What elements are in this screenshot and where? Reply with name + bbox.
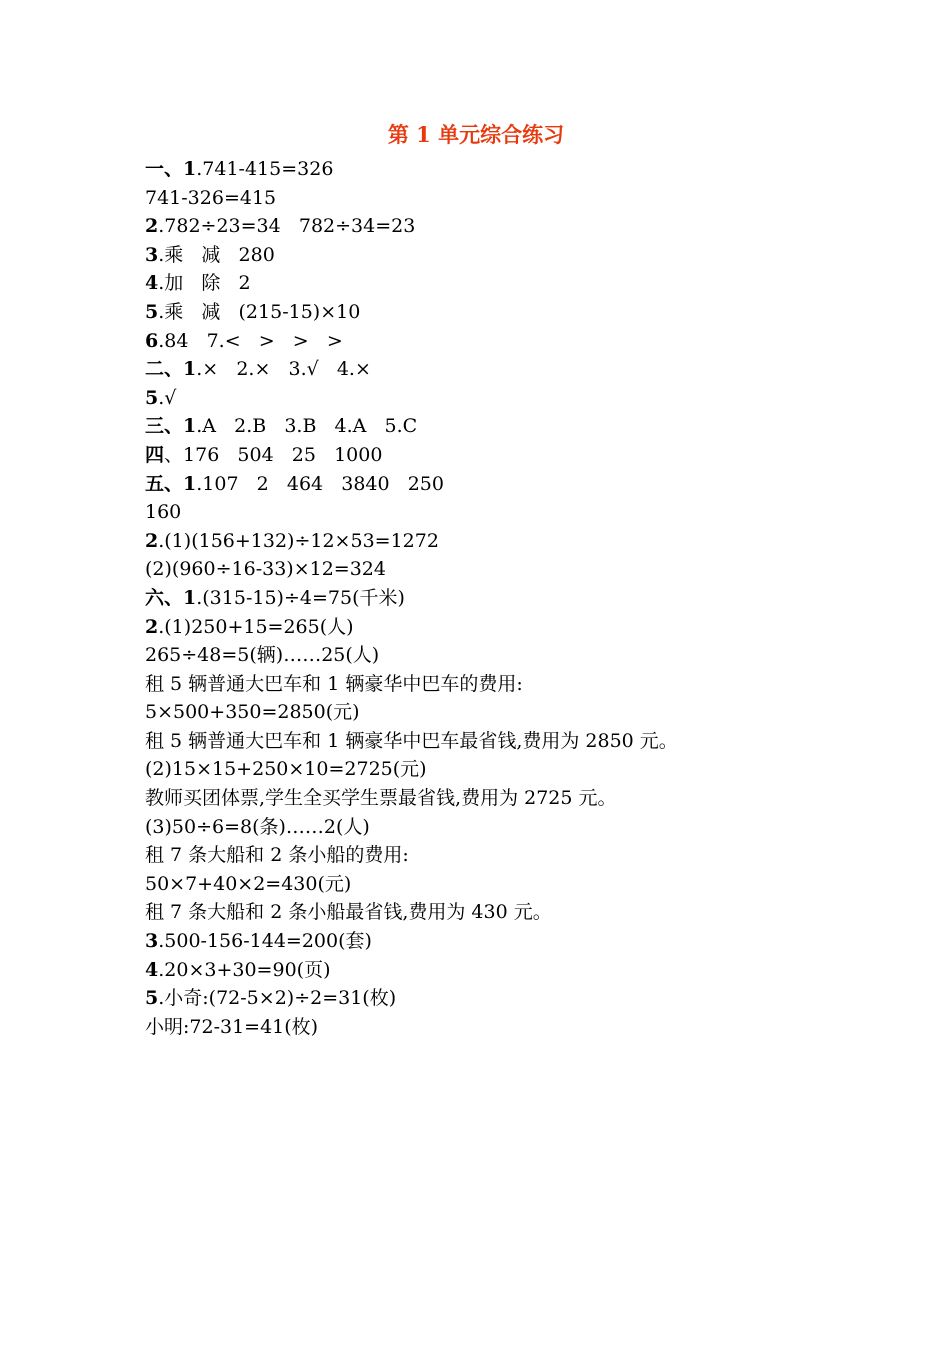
answer-line <box>145 727 925 756</box>
answer-line-number: 二、1 <box>145 358 197 381</box>
answer-line <box>145 327 925 356</box>
answer-line-text: .小奇:(72-5×2)÷2=31(枚) <box>158 987 397 1010</box>
answer-line <box>145 527 925 556</box>
answer-line <box>145 927 925 956</box>
answer-line-text: .A 2.B 3.B 4.A 5.C <box>196 415 418 438</box>
answer-line-text: .(1)250+15=265(人) <box>158 615 354 638</box>
answer-line-text: .乘 减 280 <box>158 243 275 266</box>
answer-line-text: 、176 504 25 1000 <box>164 443 383 466</box>
answer-line-text: 租 7 条大船和 2 条小船最省钱,费用为 430 元。 <box>145 901 552 924</box>
answer-line-text: .√ <box>158 386 177 409</box>
answer-line <box>145 613 925 642</box>
answer-line-text: .(1)(156+132)÷12×53=1272 <box>158 529 439 552</box>
answer-line <box>145 155 925 184</box>
answer-line-number: 5 <box>145 987 159 1010</box>
answer-line-number: 2 <box>145 529 159 552</box>
answer-line-number: 2 <box>145 215 159 238</box>
answer-line-text: 265÷48=5(辆)……25(人) <box>145 644 380 667</box>
answer-line <box>145 670 925 699</box>
answer-line-text: 50×7+40×2=430(元) <box>145 872 352 895</box>
answer-line-text: 租 5 辆普通大巴车和 1 辆豪华中巴车最省钱,费用为 2850 元。 <box>145 729 678 752</box>
answer-line-number: 4 <box>145 272 159 295</box>
answer-line <box>145 784 925 813</box>
answer-line-number: 2 <box>145 615 159 638</box>
answer-line <box>145 841 925 870</box>
answer-body <box>145 155 925 1041</box>
answer-line-text: .782÷23=34 782÷34=23 <box>158 215 416 238</box>
answer-line <box>145 212 925 241</box>
answer-line-number: 四 <box>145 443 165 466</box>
answer-line <box>145 498 925 527</box>
answer-line-text: (2)15×15+250×10=2725(元) <box>145 758 427 781</box>
answer-line <box>145 584 925 613</box>
answer-line-text: (3)50÷6=8(条)……2(人) <box>145 815 370 838</box>
answer-line-text: .107 2 464 3840 250 <box>196 472 444 495</box>
answer-line-text: 教师买团体票,学生全买学生票最省钱,费用为 2725 元。 <box>145 787 617 810</box>
answer-line-number: 3 <box>145 930 159 953</box>
answer-line <box>145 355 925 384</box>
answer-line-number: 六、1 <box>145 586 197 609</box>
answer-line <box>145 269 925 298</box>
answer-line-text: .20×3+30=90(页) <box>158 958 331 981</box>
answer-line <box>145 441 925 470</box>
answer-line-number: 五、1 <box>145 472 197 495</box>
answer-line-number: 一、1 <box>145 158 197 180</box>
answer-line <box>145 241 925 270</box>
answer-line <box>145 870 925 899</box>
answer-line <box>145 641 925 670</box>
answer-line-text: .741-415=326 <box>196 158 334 180</box>
answer-line-text: 租 7 条大船和 2 条小船的费用: <box>145 844 409 867</box>
answer-line <box>145 184 925 213</box>
answer-line-text: .× 2.× 3.√ 4.× <box>196 358 371 381</box>
answer-line <box>145 813 925 842</box>
answer-line <box>145 698 925 727</box>
answer-line <box>145 470 925 499</box>
answer-line-text: .(315-15)÷4=75(千米) <box>196 586 405 609</box>
answer-line-text: 5×500+350=2850(元) <box>145 701 360 724</box>
answer-line-number: 5 <box>145 386 159 409</box>
answer-line-text: 租 5 辆普通大巴车和 1 辆豪华中巴车的费用: <box>145 672 523 695</box>
answer-line-number: 三、1 <box>145 415 197 438</box>
answer-line-text: .500-156-144=200(套) <box>158 930 372 953</box>
answer-line <box>145 384 925 413</box>
answer-line-text: .加 除 2 <box>158 272 251 295</box>
answer-line-text: 741-326=415 <box>145 186 277 209</box>
answer-line-text: 小明:72-31=41(枚) <box>145 1015 319 1038</box>
page-title: 第 1 单元综合练习 <box>387 122 565 147</box>
answer-line-text: .乘 减 (215-15)×10 <box>158 300 361 323</box>
answer-line <box>145 755 925 784</box>
answer-line-number: 5 <box>145 300 159 323</box>
answer-line <box>145 956 925 985</box>
answer-line <box>145 1013 925 1042</box>
answer-line <box>145 984 925 1013</box>
answer-line-text: 160 <box>145 501 182 524</box>
answer-line <box>145 555 925 584</box>
answer-line-number: 4 <box>145 958 159 981</box>
answer-line-text: (2)(960÷16-33)×12=324 <box>145 558 386 581</box>
answer-line-number: 3 <box>145 243 159 266</box>
answer-line-text: .84 7.< > > > <box>158 329 343 352</box>
answer-line-number: 6 <box>145 329 159 352</box>
answer-line <box>145 298 925 327</box>
answer-line <box>145 412 925 441</box>
answer-line <box>145 898 925 927</box>
